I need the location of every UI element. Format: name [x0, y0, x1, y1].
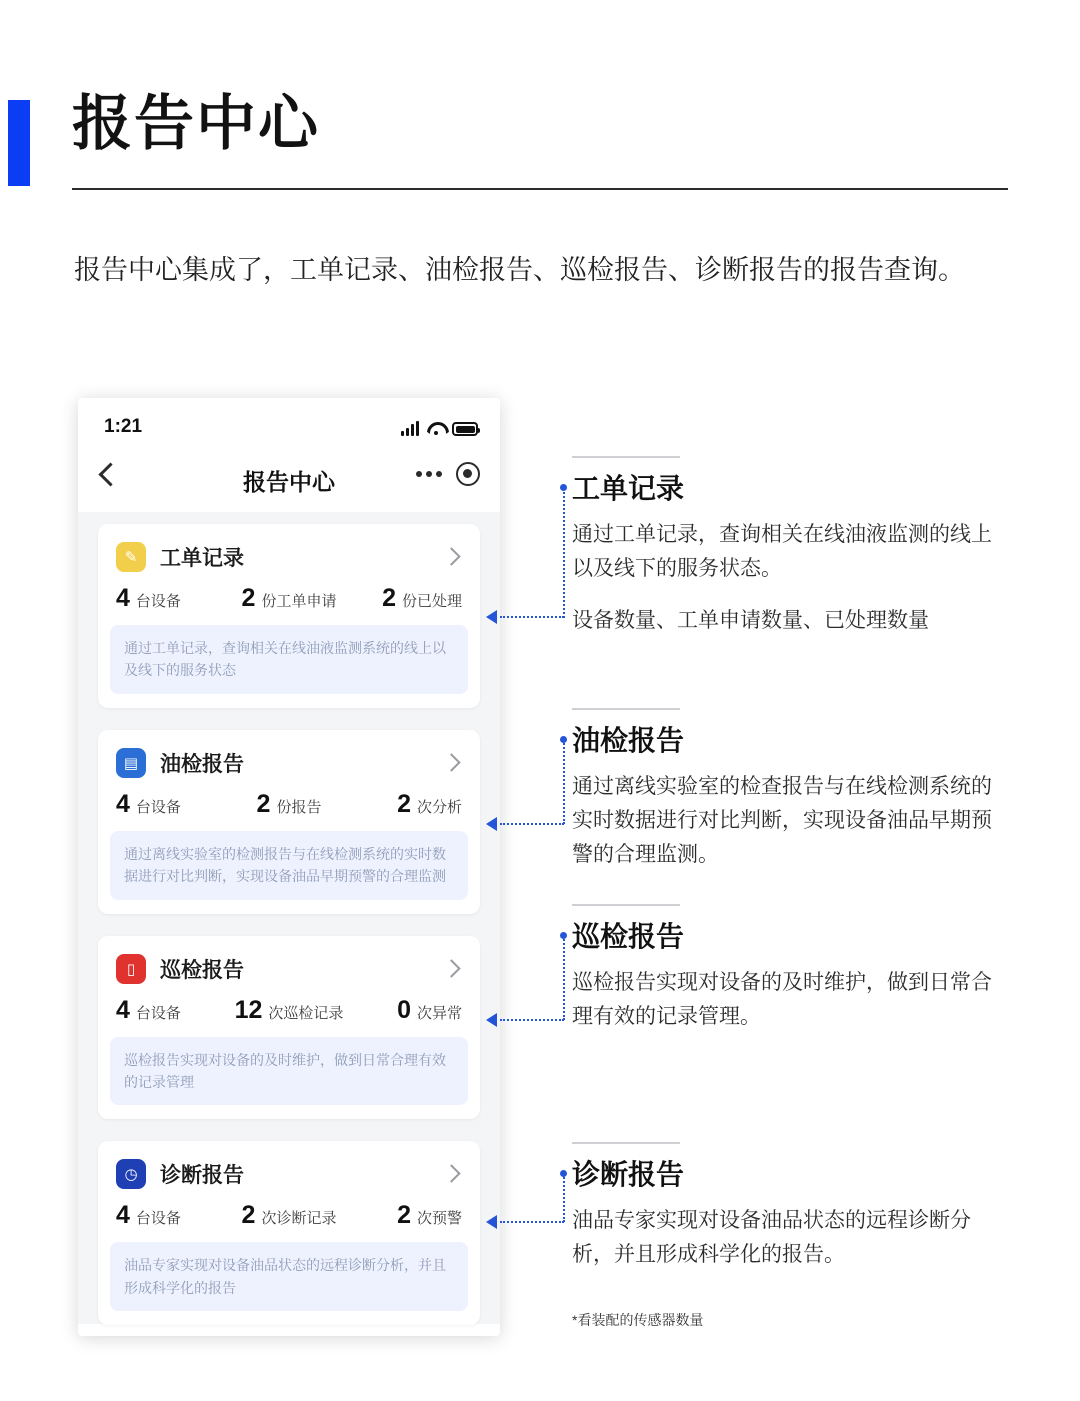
annotation-work-order [572, 456, 1012, 638]
stat-label: 次异常 [416, 1004, 462, 1022]
status-icons [401, 414, 478, 436]
stat-label: 份工单申请 [261, 593, 337, 610]
annotation-title: 诊断报告 [572, 1159, 685, 1190]
stat-item [231, 790, 346, 819]
stat-item [231, 1201, 346, 1230]
stat-value: 4 [116, 1201, 130, 1230]
chevron-right-icon[interactable] [442, 959, 460, 977]
annotation-title: 巡检报告 [572, 921, 685, 952]
card-note: 巡检报告实现对设备的及时维护，做到日常合理有效的记录管理 [110, 1037, 468, 1106]
card-title: 工单记录 [160, 547, 244, 570]
nav-title: 报告中心 [243, 469, 335, 495]
oil-report-icon: ▤ [116, 748, 146, 778]
connector-line-vertical [563, 1174, 565, 1222]
card-title: 诊断报告 [160, 1164, 244, 1188]
card-header [98, 1141, 480, 1199]
connector-line-horizontal [500, 1221, 564, 1223]
card-note: 油品专家实现对设备油品状态的远程诊断分析，并且形成科学化的报告 [110, 1242, 468, 1311]
annotation-paragraph: 通过工单记录，查询相关在线油液监测的线上以及线下的服务状态。 [572, 522, 992, 580]
annotation-rule [572, 1142, 680, 1144]
battery-icon [452, 422, 478, 436]
chevron-right-icon[interactable] [442, 1165, 460, 1183]
chevron-right-icon[interactable] [442, 547, 460, 565]
target-circle-icon[interactable] [456, 462, 480, 486]
connector-line-horizontal [500, 823, 564, 825]
stat-value: 4 [116, 584, 130, 612]
wifi-icon [426, 421, 445, 436]
stat-value: 2 [382, 584, 396, 612]
stat-value: 2 [397, 789, 411, 818]
stat-item [347, 996, 462, 1025]
annotation-paragraph: 通过离线实验室的检查报告与在线检测系统的实时数据进行对比判断，实现设备油品早期预警的合理监测。 [572, 774, 992, 866]
stat-label: 台设备 [135, 1004, 181, 1022]
connector-arrow [486, 1013, 497, 1027]
card-header [98, 730, 480, 788]
page-description: 报告中心集成了，工单记录、油检报告、巡检报告、诊断报告的报告查询。 [74, 255, 965, 285]
connector-line-vertical [563, 488, 565, 618]
phone-nav-bar [78, 452, 500, 512]
annotation-inspection-report [572, 904, 1012, 1034]
inspection-report-icon: ▯ [116, 954, 146, 984]
stat-value: 2 [241, 1201, 256, 1230]
annotation-oil-report [572, 708, 1012, 872]
page-title: 报告中心 [72, 90, 320, 157]
stat-item [347, 790, 462, 819]
stat-label: 次诊断记录 [261, 1210, 337, 1228]
work-order-icon: ✎ [116, 542, 146, 572]
stat-value: 4 [116, 789, 130, 818]
list-item[interactable] [98, 524, 480, 708]
diagnosis-report-icon: ◷ [116, 1159, 146, 1189]
card-note: 通过工单记录，查询相关在线油液监测系统的线上以及线下的服务状态 [110, 625, 468, 694]
stat-value: 4 [116, 995, 130, 1024]
stat-value: 12 [234, 995, 263, 1024]
card-header [98, 936, 480, 994]
stat-item [231, 996, 346, 1025]
card-stats [98, 788, 480, 831]
connector-line-vertical [563, 740, 565, 824]
connector-line-horizontal [500, 616, 564, 618]
stat-label: 次分析 [416, 798, 462, 816]
signal-bars-icon [401, 420, 419, 436]
card-title: 油检报告 [160, 752, 244, 776]
card-title: 巡检报告 [160, 958, 244, 982]
card-stats [98, 994, 480, 1037]
annotation-rule [572, 456, 680, 458]
phone-mockup [78, 398, 500, 1336]
annotation-paragraph: 油品专家实现对设备油品状态的远程诊断分析，并且形成科学化的报告。 [572, 1208, 971, 1266]
stat-item [116, 996, 231, 1025]
stat-value: 2 [397, 1201, 411, 1230]
card-header [98, 524, 480, 582]
stat-label: 台设备 [135, 1210, 181, 1228]
connector-line-horizontal [500, 1019, 564, 1021]
stat-item [347, 584, 462, 613]
more-dots-icon[interactable] [416, 471, 442, 477]
accent-bar [8, 100, 30, 186]
card-note: 通过离线实验室的检测报告与在线检测系统的实时数据进行对比判断，实现设备油品早期预警的合理监测 [110, 831, 468, 900]
annotation-rule [572, 708, 680, 710]
annotation-rule [572, 904, 680, 906]
connector-line-vertical [563, 936, 565, 1020]
chevron-right-icon[interactable] [442, 753, 460, 771]
footnote: *看装配的传感器数量 [572, 1312, 704, 1328]
connector-arrow [486, 1215, 497, 1229]
stat-value: 2 [256, 789, 271, 818]
status-time: 1:21 [104, 416, 143, 437]
list-item[interactable] [98, 936, 480, 1120]
stat-label: 次预警 [416, 1210, 462, 1228]
annotation-paragraph: 设备数量、工单申请数量、已处理数量 [572, 608, 929, 632]
annotation-diagnosis-report [572, 1142, 1012, 1272]
card-stats [98, 582, 480, 625]
stat-label: 次巡检记录 [268, 1004, 344, 1022]
connector-arrow [486, 610, 497, 624]
connector-arrow [486, 817, 497, 831]
list-item[interactable] [98, 730, 480, 914]
stat-label: 台设备 [135, 593, 181, 610]
stat-item [231, 584, 346, 613]
phone-content [78, 512, 500, 1324]
stat-label: 台设备 [135, 798, 181, 816]
list-item[interactable] [98, 1141, 480, 1325]
annotation-paragraph: 巡检报告实现对设备的及时维护，做到日常合理有效的记录管理。 [572, 970, 992, 1028]
nav-capsule [416, 462, 480, 486]
stat-label: 份报告 [276, 798, 322, 816]
stat-value: 2 [241, 584, 256, 612]
annotation-title: 油检报告 [572, 725, 685, 756]
card-stats [98, 1199, 480, 1242]
stat-label: 份已处理 [401, 593, 462, 610]
stat-item [116, 584, 231, 613]
title-divider [72, 188, 1008, 190]
stat-value: 0 [397, 995, 411, 1024]
phone-status-bar [78, 398, 500, 452]
stat-item [116, 1201, 231, 1230]
stat-item [116, 790, 231, 819]
annotation-title: 工单记录 [572, 473, 685, 504]
stat-item [347, 1201, 462, 1230]
